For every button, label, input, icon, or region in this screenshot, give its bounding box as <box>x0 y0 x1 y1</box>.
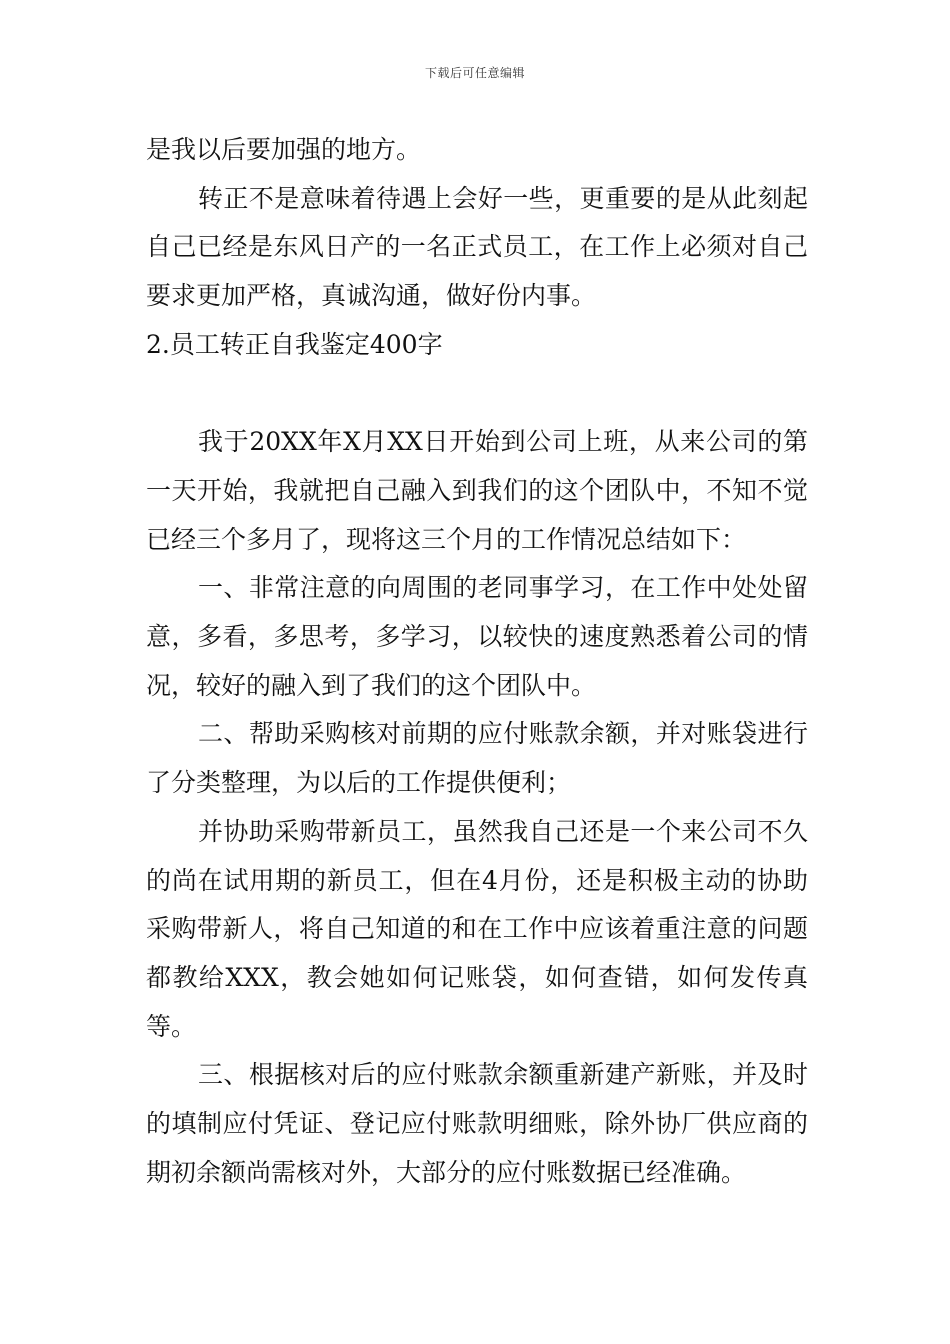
document-body <box>146 126 808 1197</box>
paragraph-continuation: 是我以后要加强的地方。 <box>146 135 422 164</box>
paragraph-probation-meaning: 转正不是意味着待遇上会好一些，更重要的是从此刻起自己已经是东风日产的一名正式员工，在工作上必须对自己要求更加严格，真诚沟通，做好份内事。 <box>146 183 808 311</box>
section-heading: 2.员工转正自我鉴定400字 <box>146 329 443 359</box>
paragraph-intro: 我于20XX年X月XX日开始到公司上班，从来公司的第一天开始，我就把自己融入到我们的这个团队中，不知不觉已经三个多月了，现将这三个月的工作情况总结如下： <box>146 427 808 554</box>
page-header: 下载后可任意编辑 <box>424 66 525 80</box>
paragraph-training: 并协助采购带新员工，虽然我自己还是一个来公司不久的尚在试用期的新员工，但在4月份，还是积极主动的协助采购带新人，将自己知道的和在工作中应该着重注意的问题都教给XXX，教会她如何记账袋，如何查错，如何发传真等。 <box>146 816 808 1041</box>
paragraph-point-three: 三、根据核对后的应付账款余额重新建产新账，并及时的填制应付凭证、登记应付账款明细账，除外协厂供应商的期初余额尚需核对外，大部分的应付账数据已经准确。 <box>146 1060 808 1187</box>
paragraph-point-one: 一、非常注意的向周围的老同事学习，在工作中处处留意，多看，多思考，多学习，以较快的速度熟悉着公司的情况，较好的融入到了我们的这个团队中。 <box>146 573 808 700</box>
blank-line <box>146 370 808 419</box>
paragraph-point-two: 二、帮助采购核对前期的应付账款余额，并对账袋进行了分类整理，为以后的工作提供便利； <box>146 719 808 798</box>
